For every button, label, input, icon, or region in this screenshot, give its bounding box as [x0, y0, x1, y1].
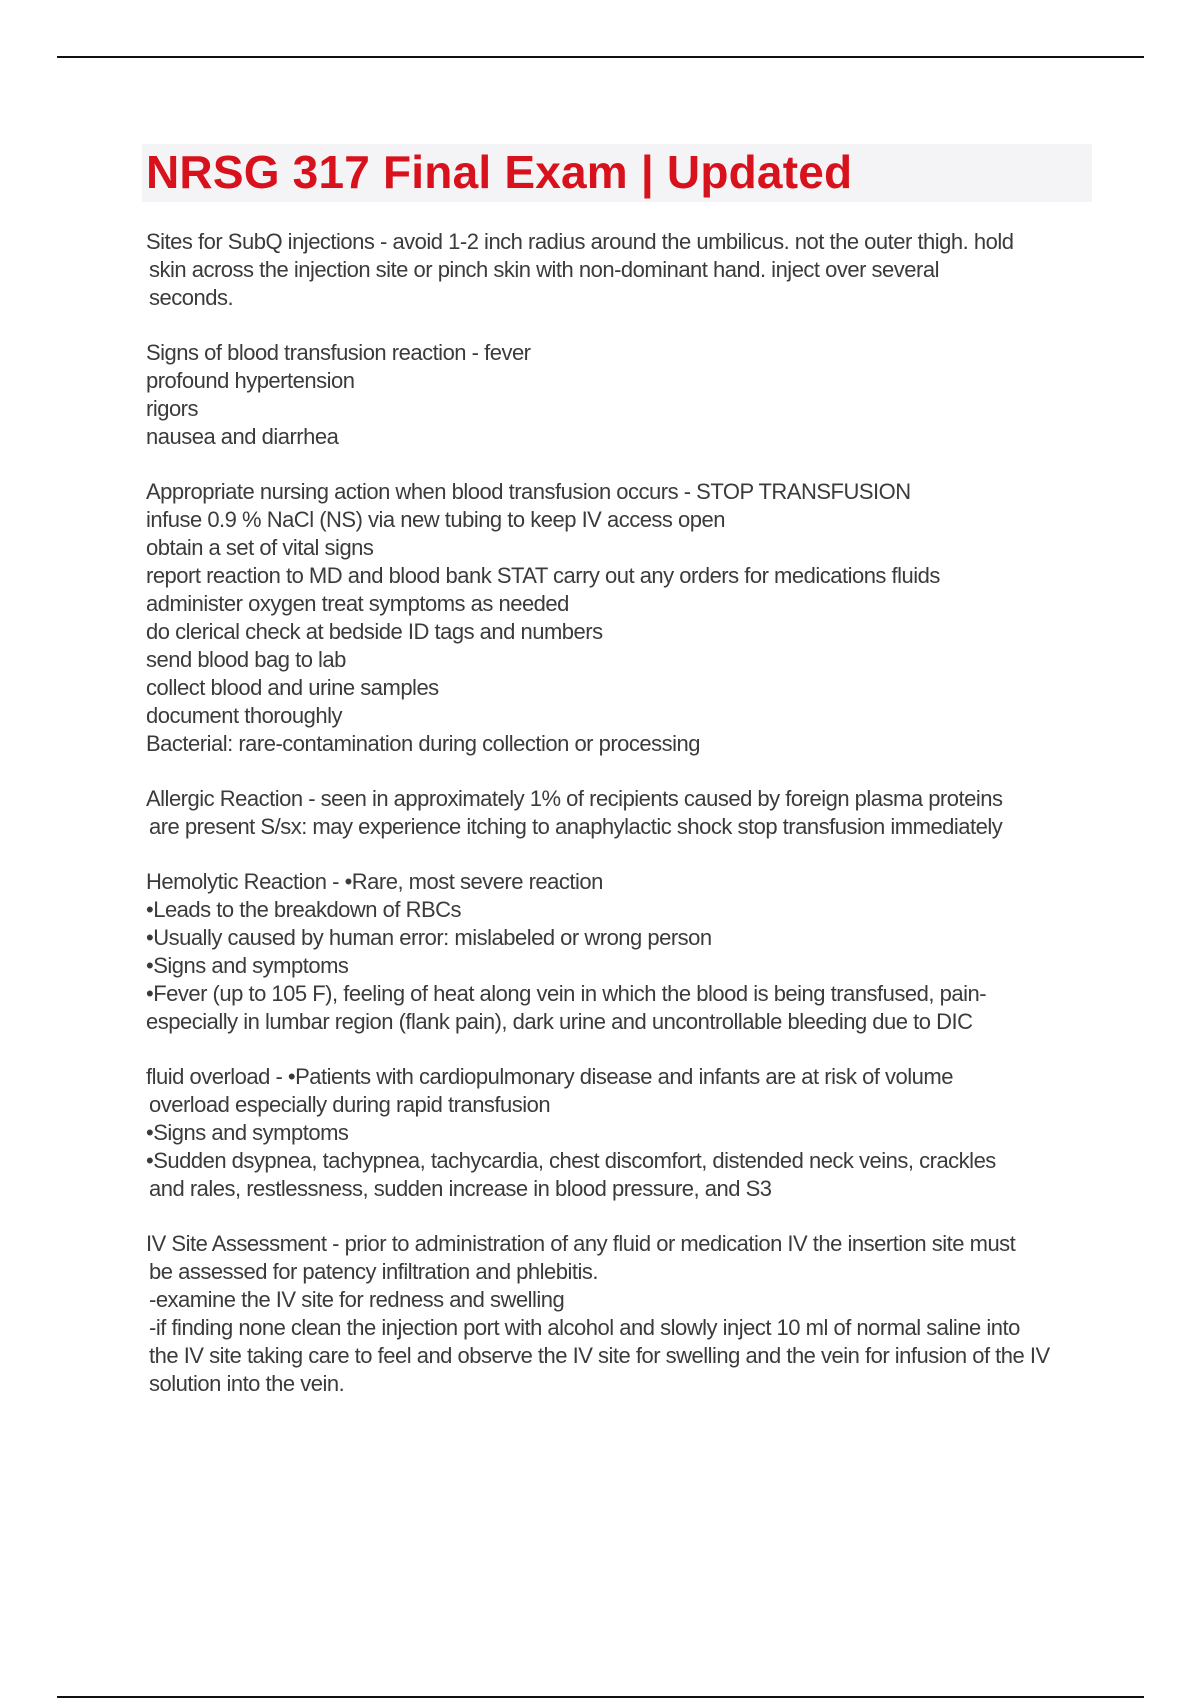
entry-line: Bacterial: rare-contamination during collection or processing	[146, 731, 701, 756]
entry-line: •Signs and symptoms	[146, 1120, 349, 1145]
entry-line: Signs of blood transfusion reaction - fever	[146, 340, 531, 365]
entry-line: collect blood and urine samples	[146, 675, 439, 700]
entry-line: •Leads to the breakdown of RBCs	[146, 897, 462, 922]
entry-line: and rales, restlessness, sudden increase in blood pressure, and S3	[149, 1176, 772, 1201]
entry-line: Hemolytic Reaction - •Rare, most severe reaction	[146, 869, 603, 894]
entry-hemolytic-reaction	[146, 868, 1096, 1036]
entry-line: •Sudden dsypnea, tachypnea, tachycardia, chest discomfort, distended neck veins, crackles	[146, 1148, 996, 1173]
entry-line: •Fever (up to 105 F), feeling of heat along vein in which the blood is being transfused, pain-	[146, 981, 987, 1006]
entry-line: •Usually caused by human error: mislabeled or wrong person	[146, 925, 712, 950]
entry-allergic-reaction	[146, 785, 1096, 841]
entry-line: administer oxygen treat symptoms as needed	[146, 591, 569, 616]
entry-line: profound hypertension	[146, 368, 355, 393]
document-title: NRSG 317 Final Exam | Updated	[146, 146, 853, 198]
entry-line: Appropriate nursing action when blood transfusion occurs - STOP TRANSFUSION	[146, 479, 911, 504]
entry-line: -if finding none clean the injection port with alcohol and slowly inject 10 ml of normal saline into	[149, 1315, 1020, 1340]
entry-line: fluid overload - •Patients with cardiopulmonary disease and infants are at risk of volume	[146, 1064, 953, 1089]
entry-transfusion-signs	[146, 339, 1096, 451]
entry-line: obtain a set of vital signs	[146, 535, 374, 560]
entry-subq-sites	[146, 228, 1096, 312]
entry-line: overload especially during rapid transfusion	[149, 1092, 551, 1117]
entry-line: •Signs and symptoms	[146, 953, 349, 978]
entry-line: send blood bag to lab	[146, 647, 346, 672]
entry-line: IV Site Assessment - prior to administration of any fluid or medication IV the insertion site must	[146, 1231, 1016, 1256]
entry-line: especially in lumbar region (flank pain), dark urine and uncontrollable bleeding due to DIC	[146, 1009, 973, 1034]
entry-line: document thoroughly	[146, 703, 342, 728]
entry-fluid-overload	[146, 1063, 1096, 1203]
top-rule	[57, 56, 1144, 58]
entry-line: seconds.	[149, 285, 234, 310]
entry-nursing-action	[146, 478, 1096, 758]
entry-line: nausea and diarrhea	[146, 424, 339, 449]
entry-line: are present S/sx: may experience itching to anaphylactic shock stop transfusion immediately	[149, 814, 1003, 839]
entry-line: rigors	[146, 396, 199, 421]
entry-line: Allergic Reaction - seen in approximately 1% of recipients caused by foreign plasma proteins	[146, 786, 1003, 811]
entry-line: solution into the vein.	[149, 1371, 345, 1396]
entry-iv-site-assessment	[146, 1230, 1096, 1398]
bottom-rule	[57, 1696, 1144, 1698]
entry-line: the IV site taking care to feel and observe the IV site for swelling and the vein for infusion of the IV	[149, 1343, 1050, 1368]
entry-line: be assessed for patency infiltration and phlebitis.	[149, 1259, 599, 1284]
document-body	[146, 228, 1096, 1425]
entry-line: do clerical check at bedside ID tags and numbers	[146, 619, 603, 644]
entry-line: infuse 0.9 % NaCl (NS) via new tubing to keep IV access open	[146, 507, 725, 532]
entry-line: report reaction to MD and blood bank STAT carry out any orders for medications fluids	[146, 563, 940, 588]
entry-line: -examine the IV site for redness and swelling	[149, 1287, 565, 1312]
entry-line: Sites for SubQ injections - avoid 1-2 inch radius around the umbilicus. not the outer thigh. hold	[146, 229, 1014, 254]
entry-line: skin across the injection site or pinch skin with non-dominant hand. inject over several	[149, 257, 939, 282]
